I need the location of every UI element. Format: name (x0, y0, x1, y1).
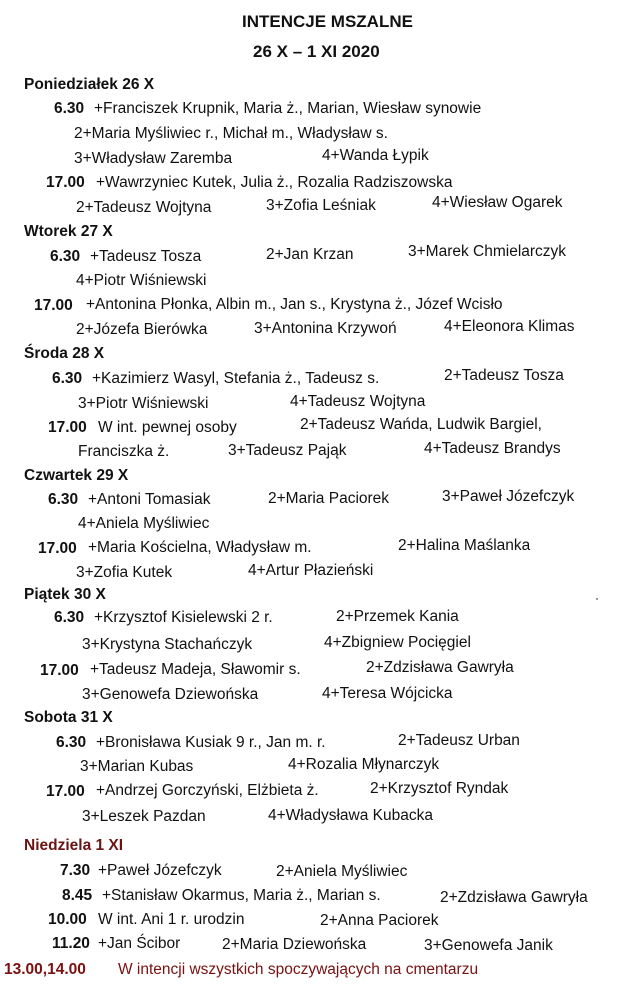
intention-text: +Andrzej Gorczyński, Elżbieta ż. (96, 782, 319, 799)
page-title: INTENCJE MSZALNE (242, 12, 413, 31)
intention-cemetery: W intencji wszystkich spoczywających na cmentarzu (118, 961, 479, 978)
day-heading-monday: Poniedziałek 26 X (24, 76, 155, 93)
day-heading-friday: Piątek 30 X (24, 586, 106, 603)
intention-text: 2+Zdzisława Gawryła (440, 889, 588, 906)
mass-time: 17.00 (40, 662, 79, 679)
intention-text: +Tadeusz Tosza (90, 248, 202, 265)
intention-text: 3+Genowefa Dziewońska (82, 686, 259, 703)
intention-text: 4+Tadeusz Wojtyna (290, 393, 426, 410)
intention-text: 2+Maria Dziewońska (222, 936, 367, 953)
intention-text: +Antonina Płonka, Albin m., Jan s., Krystyna ż., Józef Wcisło (86, 296, 503, 313)
intention-text: 2+Maria Paciorek (268, 490, 390, 507)
intention-text: 4+Rozalia Młynarczyk (288, 756, 440, 773)
mass-time-cemetery: 13.00,14.00 (4, 961, 86, 978)
intention-text: +Antoni Tomasiak (88, 491, 211, 508)
day-heading-saturday: Sobota 31 X (24, 709, 113, 726)
mass-time: 17.00 (46, 783, 85, 800)
day-heading-sunday: Niedziela 1 XI (24, 837, 124, 854)
intention-text: +Franciszek Krupnik, Maria ż., Marian, Wiesław synowie (94, 100, 482, 117)
mass-time: 17.00 (46, 174, 85, 191)
intention-text: +Tadeusz Madeja, Sławomir s. (90, 661, 301, 678)
day-heading-thursday: Czwartek 29 X (24, 467, 129, 484)
intention-text: +Kazimierz Wasyl, Stefania ż., Tadeusz s. (92, 370, 380, 387)
intention-text: 4+Władysława Kubacka (268, 807, 433, 824)
intention-text: 2+Krzysztof Ryndak (370, 780, 509, 797)
intention-text: 2+Tadeusz Urban (398, 732, 520, 749)
scan-speck (596, 598, 598, 600)
intention-text: 3+Władysław Zaremba (74, 150, 233, 167)
intention-text: 4+Tadeusz Brandys (424, 440, 561, 457)
day-heading-tuesday: Wtorek 27 X (24, 223, 113, 240)
intention-text: 3+Krystyna Stachańczyk (82, 636, 253, 653)
mass-time: 6.30 (54, 100, 85, 117)
intention-text: 2+Jan Krzan (266, 246, 354, 263)
intention-text: 2+Tadeusz Wańda, Ludwik Bargiel, (300, 416, 542, 433)
mass-time: 6.30 (52, 370, 83, 387)
intention-text: 2+Anna Paciorek (320, 912, 439, 929)
intention-text: 3+Marian Kubas (80, 758, 194, 775)
intention-text: 4+Teresa Wójcicka (322, 685, 453, 702)
date-range: 26 X – 1 XI 2020 (253, 42, 380, 61)
intention-text: +Bronisława Kusiak 9 r., Jan m. r. (96, 734, 326, 751)
day-heading-wednesday: Środa 28 X (24, 345, 105, 362)
intention-text: 4+Zbigniew Pocięgiel (324, 634, 471, 651)
intention-text: +Jan Ścibor (98, 935, 181, 952)
mass-time: 6.30 (48, 491, 79, 508)
mass-time: 17.00 (38, 540, 77, 557)
intention-text: 2+Józefa Bierówka (76, 321, 208, 338)
intention-text: 4+Artur Płazieński (248, 562, 374, 579)
intention-text: 2+Halina Maślanka (398, 537, 531, 554)
mass-time: 17.00 (34, 297, 73, 314)
intention-text: 2+Maria Myśliwiec r., Michał m., Władysław s. (74, 125, 388, 142)
intention-text: 3+Paweł Józefczyk (442, 488, 575, 505)
intention-text: 4+Aniela Myśliwiec (78, 515, 210, 532)
intention-text: 3+Antonina Krzywoń (254, 320, 397, 337)
intention-text: +Stanisław Okarmus, Maria ż., Marian s. (102, 887, 381, 904)
intention-text: W int. pewnej osoby (98, 419, 237, 436)
intention-text: 2+Zdzisława Gawryła (366, 659, 514, 676)
mass-time: 6.30 (56, 734, 87, 751)
mass-time: 10.00 (48, 911, 87, 928)
mass-time: 6.30 (50, 248, 81, 265)
intention-text: +Krzysztof Kisielewski 2 r. (94, 609, 273, 626)
intention-text: +Paweł Józefczyk (98, 862, 222, 879)
intention-text: 3+Leszek Pazdan (82, 808, 206, 825)
intention-text: 3+Tadeusz Pająk (228, 442, 347, 459)
intention-text: 3+Marek Chmielarczyk (408, 243, 567, 260)
intention-text: 2+Tadeusz Wojtyna (76, 199, 212, 216)
mass-time: 7.30 (60, 862, 91, 879)
intention-text: 3+Piotr Wiśniewski (78, 395, 209, 412)
intention-text: 3+Zofia Kutek (76, 564, 173, 581)
intention-text: Franciszka ż. (78, 443, 170, 460)
mass-time: 6.30 (54, 609, 85, 626)
intention-text: 4+Wanda Łypik (322, 147, 429, 164)
intention-text: 3+Zofia Leśniak (266, 197, 376, 214)
intention-text: 4+Piotr Wiśniewski (76, 272, 207, 289)
mass-time: 17.00 (48, 419, 87, 436)
intention-text: 2+Tadeusz Tosza (444, 367, 564, 384)
intention-text: 3+Genowefa Janik (424, 937, 553, 954)
intention-text: +Maria Kościelna, Władysław m. (88, 539, 312, 556)
intention-text: 2+Aniela Myśliwiec (276, 863, 408, 880)
intention-text: 4+Wiesław Ogarek (432, 194, 563, 211)
intention-text: W int. Ani 1 r. urodzin (98, 911, 245, 928)
intention-text: 2+Przemek Kania (336, 608, 459, 625)
intention-text: 4+Eleonora Klimas (444, 318, 575, 335)
mass-time: 8.45 (62, 887, 93, 904)
intention-text: +Wawrzyniec Kutek, Julia ż., Rozalia Radziszowska (96, 174, 453, 191)
mass-time: 11.20 (52, 935, 90, 952)
